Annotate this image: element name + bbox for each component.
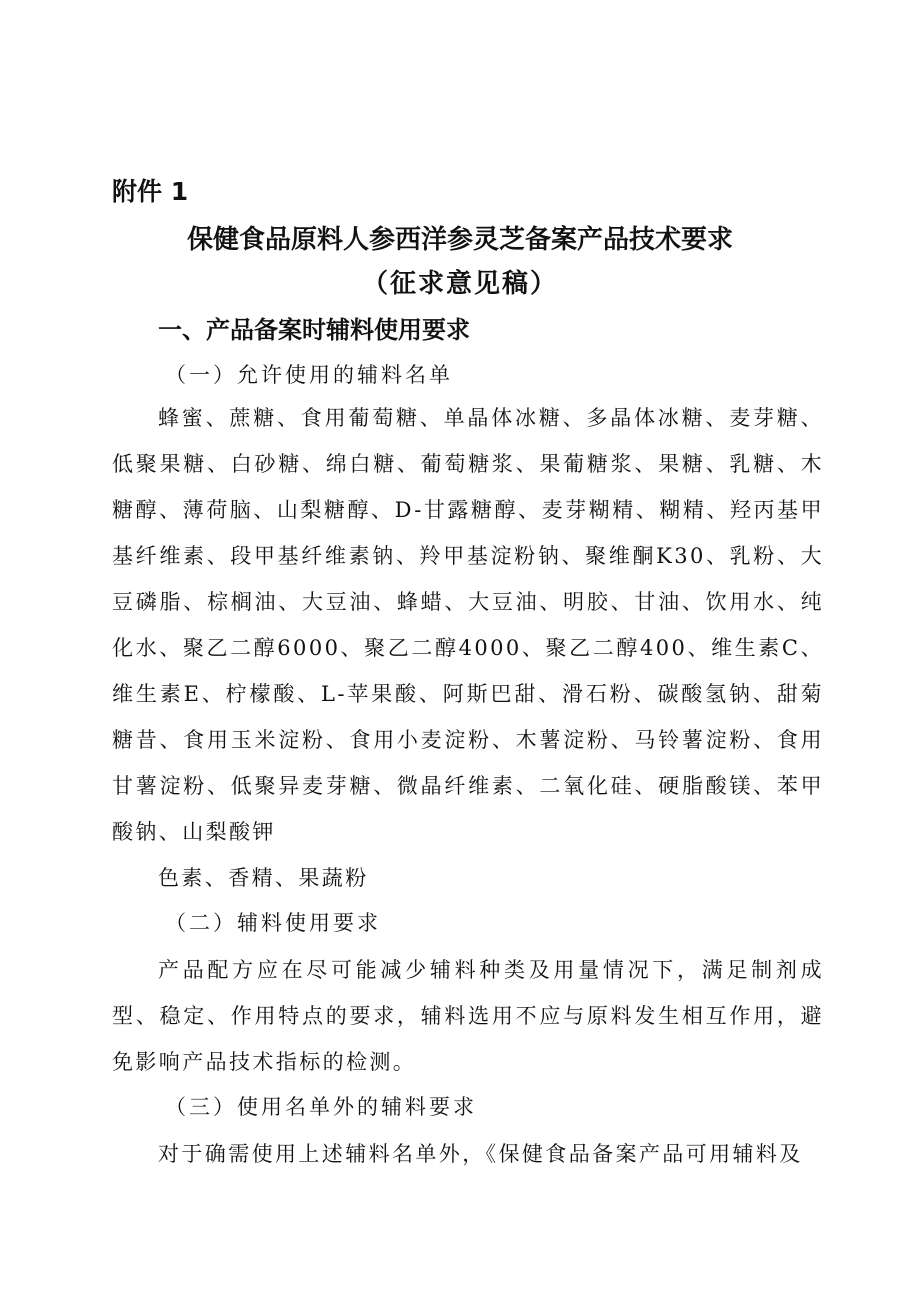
subsection-heading-1: （一）允许使用的辅料名单 [165, 363, 453, 387]
attachment-label: 附件 1 [112, 177, 189, 206]
usage-requirement-paragraph: 产品配方应在尽可能减少辅料种类及用量情况下，满足制剂成型、稳定、作用特点的要求，辅料选用不应与原料发生相互作用，避免影响产品技术指标的检测。 [112, 958, 824, 1074]
outside-list-paragraph: 对于确需使用上述辅料名单外，《保健食品备案产品可用辅料及 [158, 1142, 803, 1166]
document-subtitle: （征求意见稿） [361, 269, 558, 299]
document-title: 保健食品原料人参西洋参灵芝备案产品技术要求 [186, 225, 733, 255]
section-heading: 一、产品备案时辅料使用要求 [158, 316, 470, 344]
subsection-heading-2: （二）辅料使用要求 [165, 911, 381, 935]
subsection-heading-3: （三）使用名单外的辅料要求 [165, 1095, 477, 1119]
other-excipients-paragraph: 色素、香精、果蔬粉 [158, 866, 369, 890]
excipient-list-paragraph: 蜂蜜、蔗糖、食用葡萄糖、单晶体冰糖、多晶体冰糖、麦芽糖、低聚果糖、白砂糖、绵白糖、葡萄糖浆、果葡糖浆、果糖、乳糖、木糖醇、薄荷脑、山梨糖醇、D-甘露糖醇、麦芽糊精、糊精、羟丙基甲基纤维素、段甲基纤维素钠、羚甲基淀粉钠、聚维酮K30、乳粉、大豆磷脂、棕榈油、大豆油、蜂蜡、大豆油、明胶、甘油、饮用水、纯化水、聚乙二醇6000、聚乙二醇4000、聚乙二醇400、维生素C、维生素E、柠檬酸、L-苹果酸、阿斯巴甜、滑石粉、碳酸氢钠、甜菊糖昔、食用玉米淀粉、食用小麦淀粉、木薯淀粉、马铃薯淀粉、食用甘薯淀粉、低聚异麦芽糖、微晶纤维素、二氧化硅、硬脂酸镁、苯甲酸钠、山梨酸钾 [112, 406, 824, 844]
